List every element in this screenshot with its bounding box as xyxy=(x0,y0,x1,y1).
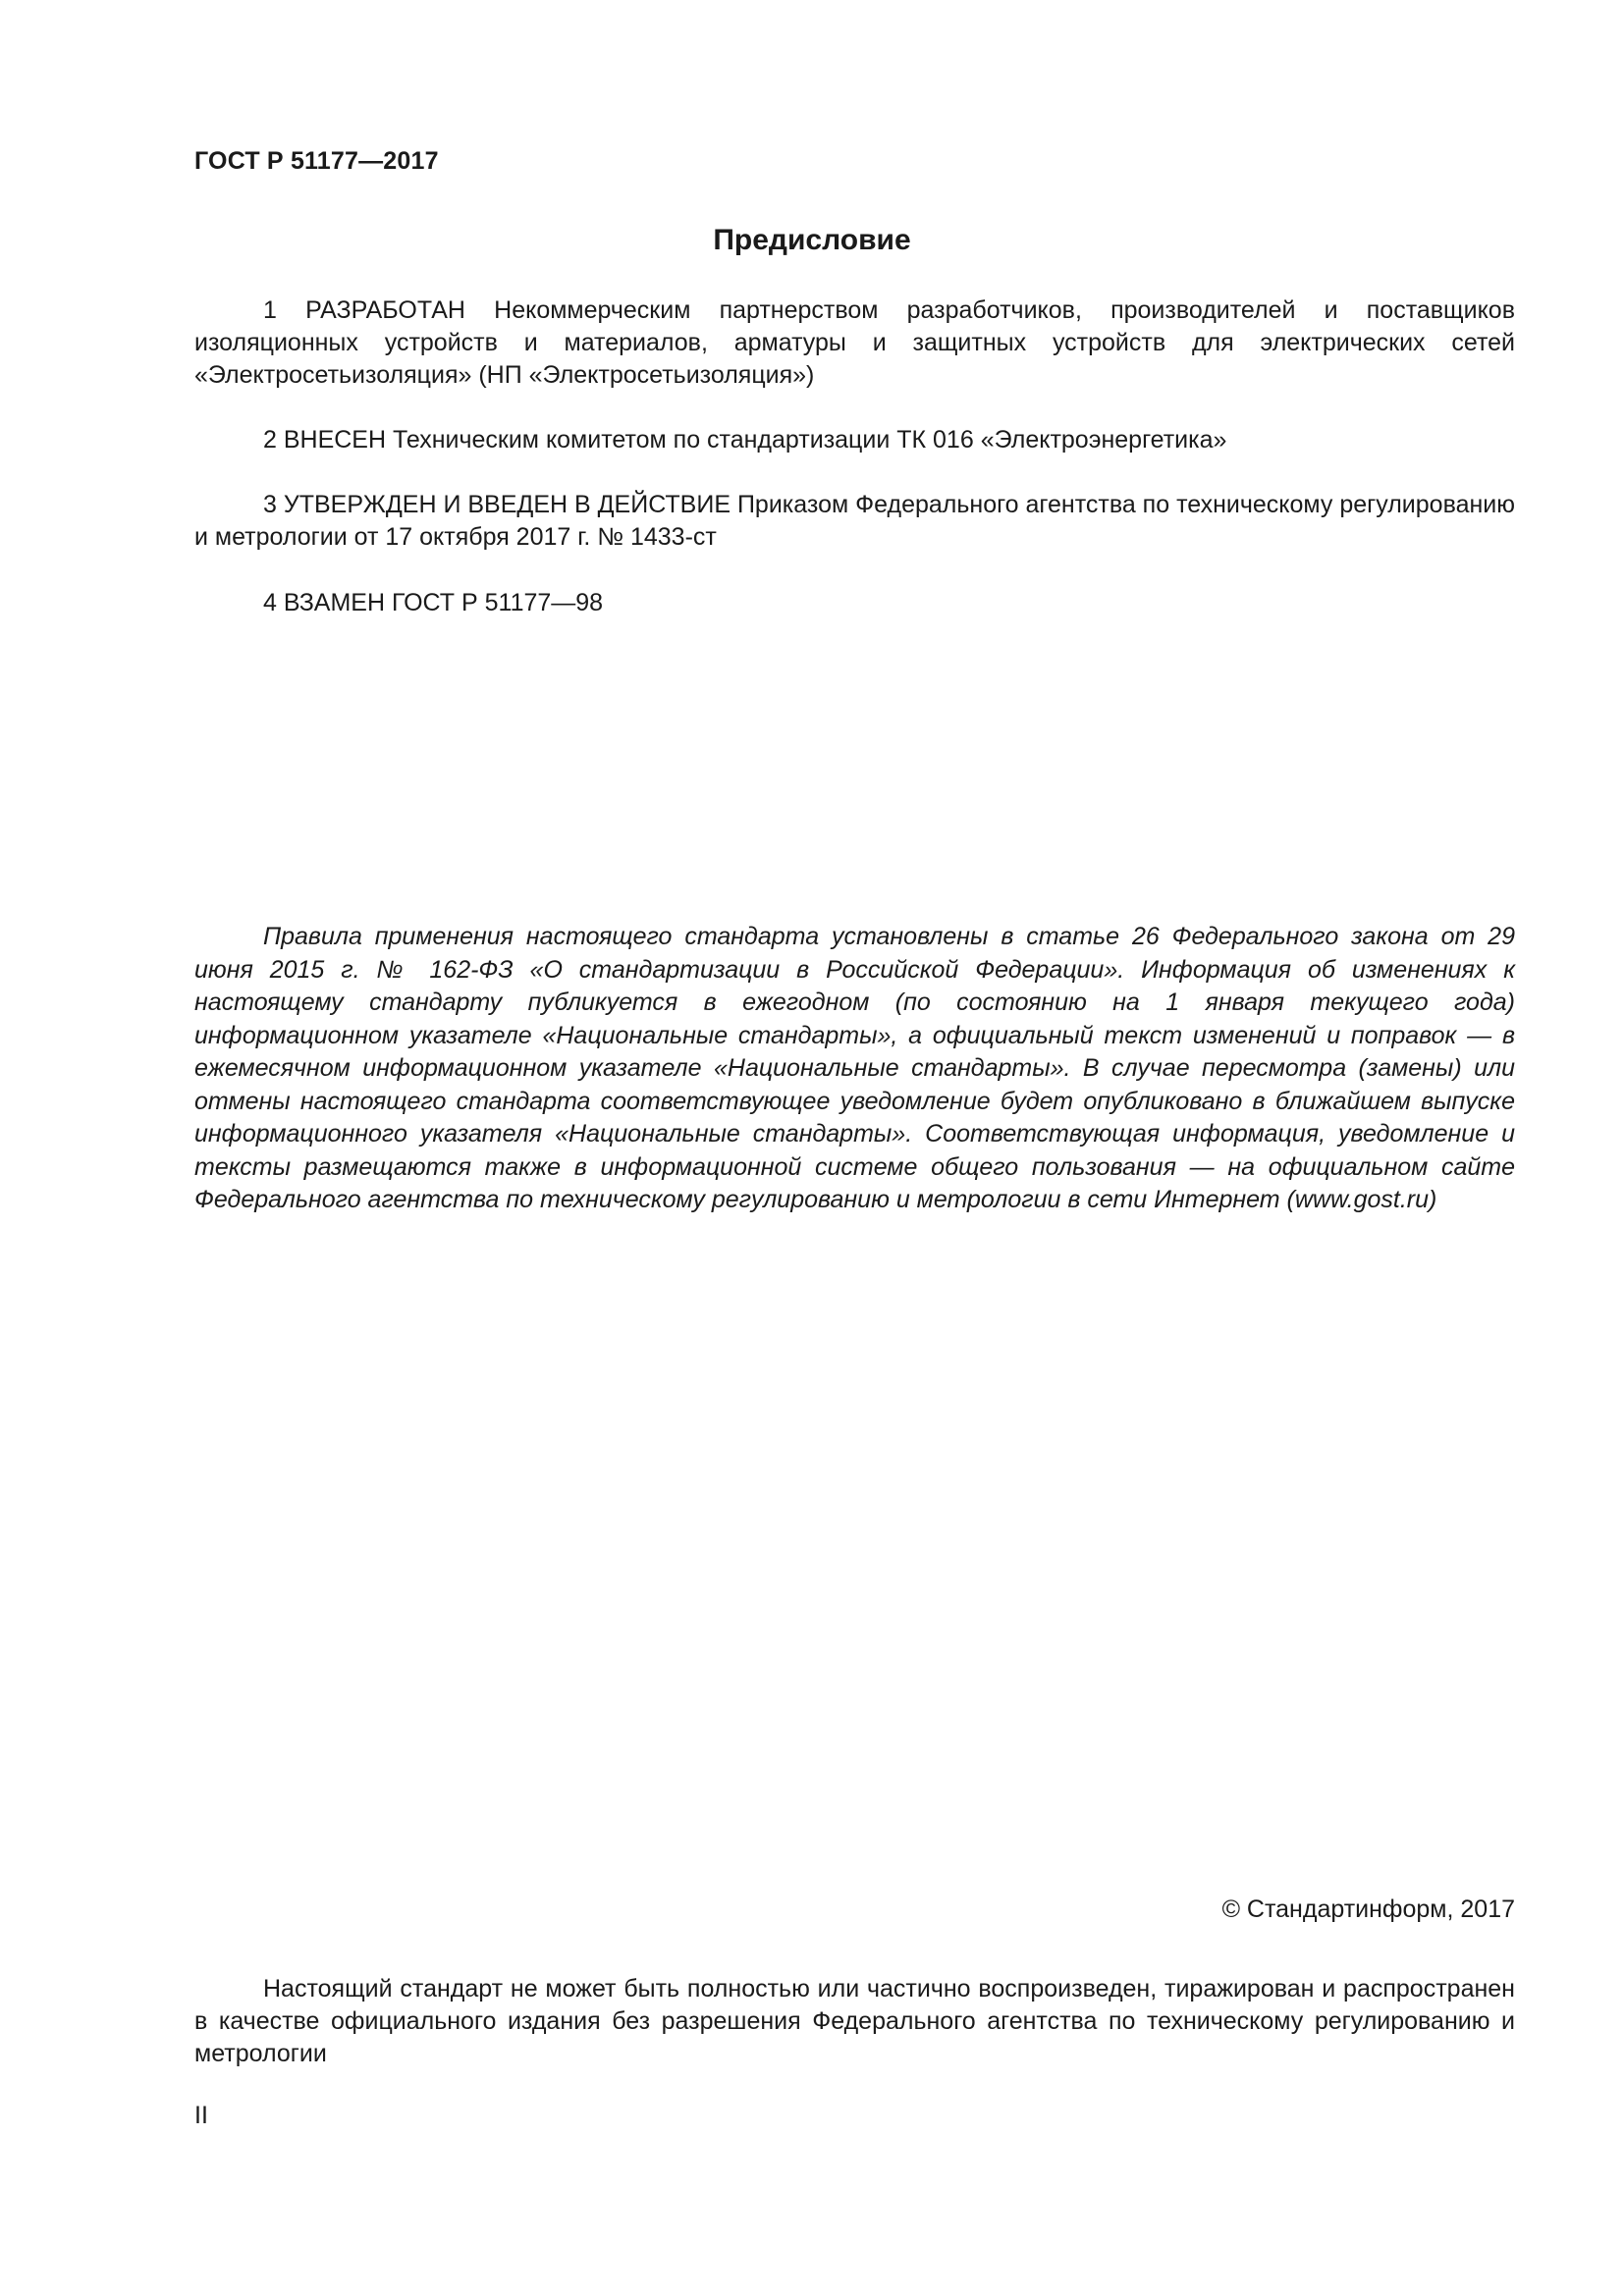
application-rules-notice: Правила применения настоящего стандарта установлены в статье 26 Федерального закона от 29 июня 2015 г. № 162-ФЗ «О стандартизации в Российской Федерации». Информация об изменениях к настоящему стандарту публикуется в ежегодном (по состоянию на 1 января текущего года) информационном указателе «Национальные стандарты», а официальный текст изменений и поправок — в ежемесячном информационном указателе «Национальные стандарты». В случае пересмотра (замены) или отмены настоящего стандарта соответствующее уведомление будет опубликовано в ближайшем выпуске информационного указателя «Национальные стандарты». Соответствующая информация, уведомление и тексты размещаются также в информационной системе общего пользования — на официальном сайте Федерального агентства по техническому регулированию и метрологии в сети Интернет (www.gost.ru) xyxy=(194,923,1515,1213)
preface-title: Предисловие xyxy=(713,224,911,256)
preface-item-developed: 1 РАЗРАБОТАН Некоммерческим партнерством разработчиков, производителей и поставщиков изоляционных устройств и материалов, арматуры и защитных устройств для электрических сетей «Электросетьизоляция» (НП «Электросетьизоляция») xyxy=(194,296,1515,389)
preface-item-replaces: 4 ВЗАМЕН ГОСТ Р 51177—98 xyxy=(263,589,604,616)
reproduction-notice: Настоящий стандарт не может быть полностью или частично воспроизведен, тиражирован и распространен в качестве официального издания без разрешения Федерального агентства по техническому регулированию и метрологии xyxy=(194,1975,1515,2067)
copyright-line: © Стандартинформ, 2017 xyxy=(1221,1896,1515,1923)
preface-item-submitted: 2 ВНЕСЕН Техническим комитетом по стандартизации ТК 016 «Электроэнергетика» xyxy=(263,426,1227,454)
page-number: II xyxy=(194,2102,208,2129)
preface-item-approved: 3 УТВЕРЖДЕН И ВВЕДЕН В ДЕЙСТВИЕ Приказом Федерального агентства по техническому регулированию и метрологии от 17 октября 2017 г. № 1433-ст xyxy=(194,491,1515,551)
document-code: ГОСТ Р 51177—2017 xyxy=(194,147,439,175)
